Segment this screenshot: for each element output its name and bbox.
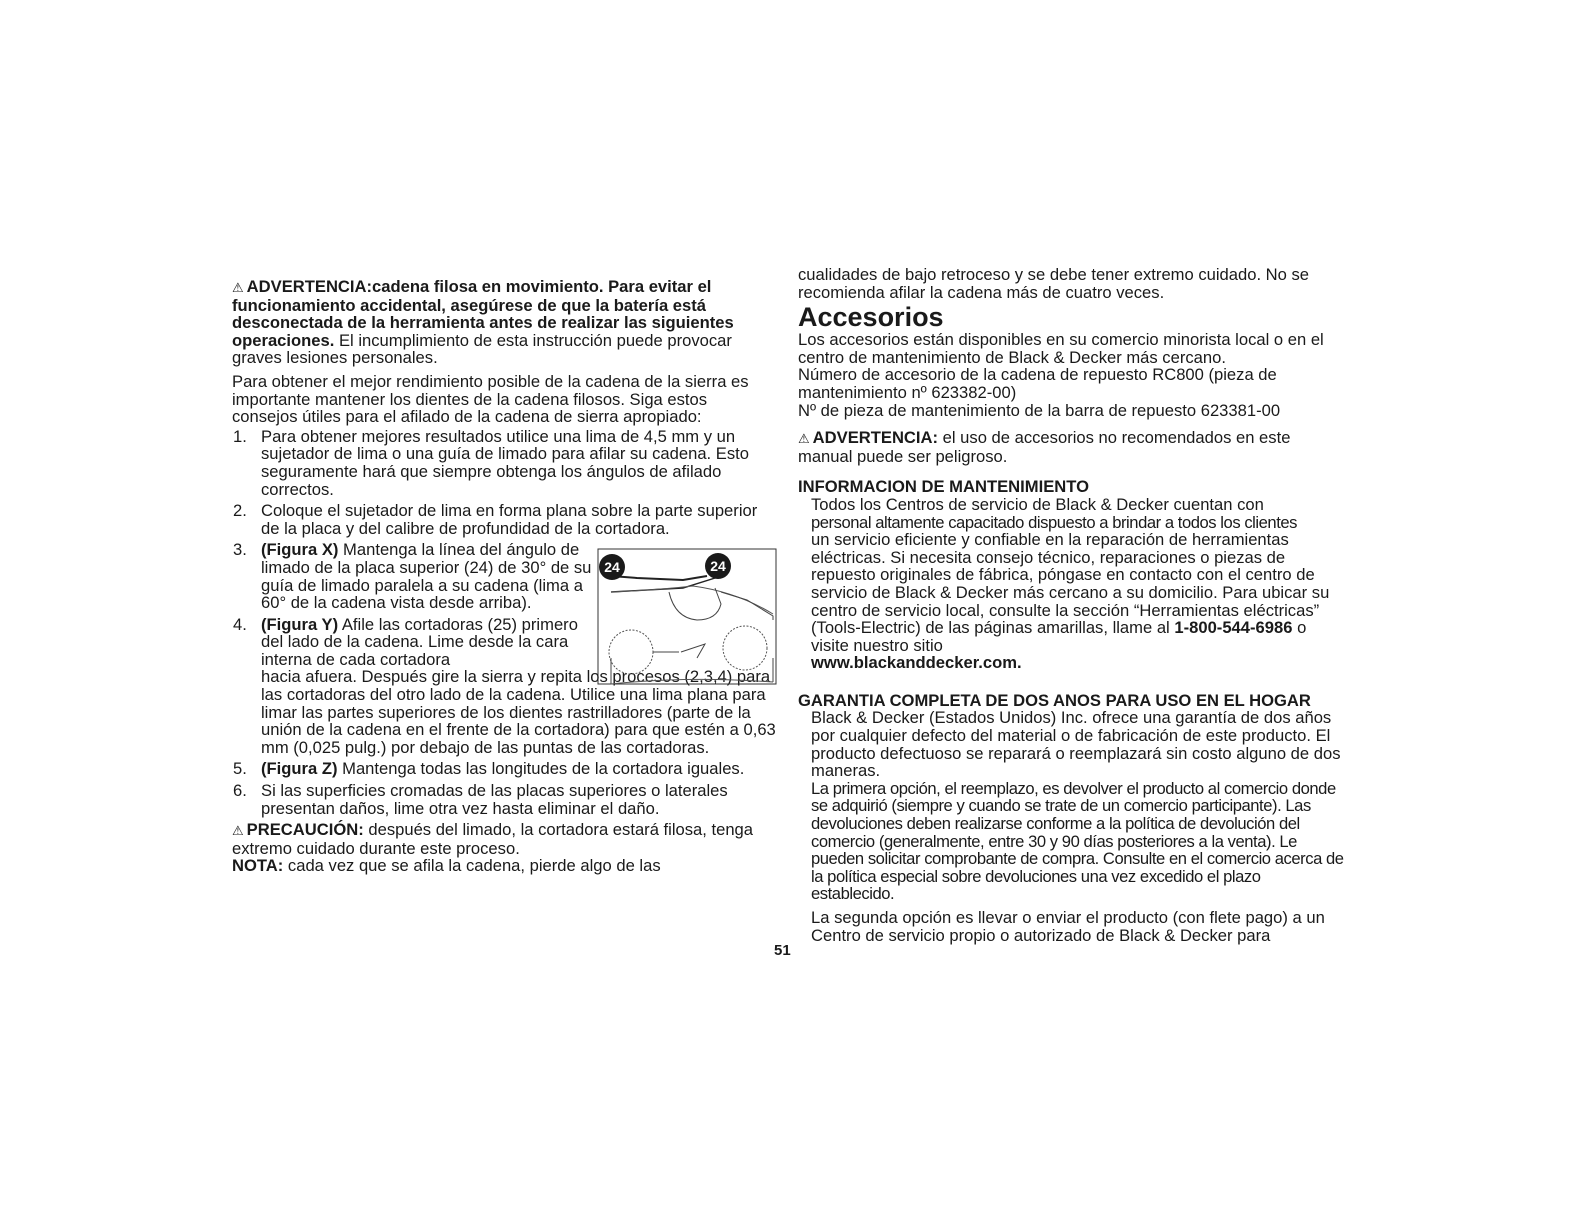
sharpening-intro: Para obtener el mejor rendimiento posible de la cadena de la sierra es importante mantener los dientes de la cadena filosos. Siga estos consejos útiles para el afilado de la cadena de sierra apropiado: bbox=[232, 371, 749, 427]
chain-warning bbox=[232, 278, 777, 367]
step-number: 4. bbox=[233, 614, 247, 634]
step-text-continued: hacia afuera. Después gire la sierra y repita los procesos (2,3,4) para las cortadoras del otro lado de la cadena. Utilice una lima plana para limar las partes superiores de los dientes rastrilladores (parte de la unión de la cadena en el frente de la cortadora) para que estén a 0,63 mm (0,025 pulg.) por debajo de las puntas de las cortadoras. bbox=[261, 667, 776, 757]
page-number: 51 bbox=[774, 942, 791, 959]
step-5 bbox=[232, 760, 777, 778]
nota-text: cada vez que se afila la cadena, pierde algo de las bbox=[283, 856, 661, 876]
continuation-text: cualidades de bajo retroceso y se debe tener extremo cuidado. No se recomienda afilar la cadena más de cuatro veces. bbox=[798, 265, 1310, 302]
accessories-warning-text: el uso de accesorios no recomendados en este manual puede ser peligroso. bbox=[798, 428, 1291, 466]
caution-note bbox=[232, 821, 777, 857]
step-number: 6. bbox=[233, 781, 247, 801]
step-number: 3. bbox=[233, 540, 247, 560]
warranty-heading: GARANTIA COMPLETA DE DOS ANOS PARA USO EN EL HOGAR bbox=[798, 690, 1311, 710]
nota-bold: NOTA: bbox=[232, 856, 284, 876]
chain-warning-bold: ADVERTENCIA:cadena filosa en movimiento. Para evitar el funcionamiento accidental, asegúrese de que la batería está desconectada de la herramienta antes de realizar las siguientes operaciones. bbox=[232, 277, 734, 350]
step-2 bbox=[232, 502, 777, 537]
warranty-body bbox=[798, 709, 1346, 944]
warning-triangle-icon: ⚠ bbox=[232, 823, 244, 839]
step-1 bbox=[232, 428, 777, 498]
warranty-paragraph-2: La primera opción, el reemplazo, es devolver el producto al comercio donde se adquirió (siempre y cuando se trate de un comercio participante). Las devoluciones deben realizarse conforme a la política de devolución del comercio (generalmente, entre 30 y 90 días posteriores a la venta). Le pueden solicitar comprobante de compra. Consulte en el comercio acerca de la política especial sobre devoluciones una vez excedido el plazo establecido. bbox=[811, 778, 1344, 904]
warranty-paragraph-1: Black & Decker (Estados Unidos) Inc. ofrece una garantía de dos años por cualquier defecto del material o de fabricación de este producto. El producto defectuoso se reparará o reemplazará sin costo alguno de dos maneras. bbox=[811, 708, 1341, 781]
figure-ref: (Figura Z) bbox=[261, 759, 338, 779]
accessories-text: Los accesorios están disponibles en su comercio minorista local o en el centro de mantenimiento de Black & Decker más cercano. bbox=[798, 330, 1324, 367]
callout-badge-24-right: 24 bbox=[705, 553, 731, 579]
warning-triangle-icon: ⚠ bbox=[798, 431, 810, 447]
maintenance-heading: INFORMACION DE MANTENIMIENTO bbox=[798, 477, 1089, 497]
step-text: Si las superficies cromadas de las placas superiores o laterales presentan daños, lime otra vez hasta eliminar el daño. bbox=[261, 781, 728, 818]
right-column bbox=[798, 266, 1346, 944]
step-4-narrow bbox=[261, 616, 601, 669]
figure-ref: (Figura Y) bbox=[261, 614, 339, 634]
visit-text: o visite nuestro sitio bbox=[811, 618, 1307, 655]
step-text: Mantenga la línea del ángulo de limado de la placa superior (24) de 30° de su guía de limado paralela a su cadena (lima a 60° de la cadena vista desde arriba). bbox=[261, 540, 592, 613]
warning-triangle-icon: ⚠ bbox=[232, 280, 244, 295]
maintenance-body bbox=[798, 496, 1346, 672]
maintenance-text-main: un servicio eficiente y confiable en la reparación de herramientas eléctricas. Si necesita consejo técnico, reparaciones o piezas de repuesto originales de fábrica, póngase en contacto con el centro de servicio de Black & Decker más cercano a su domicilio. Para ubicar su centro de servicio local, consulte la sección “Herramientas eléctricas” (Tools-Electric) de las páginas amarillas, llame al bbox=[811, 530, 1330, 638]
warranty-paragraph-3: La segunda opción es llevar o enviar el producto (con flete pago) a un Centro de servicio propio o autorizado de Black & Decker para bbox=[811, 908, 1325, 945]
callout-badge-24-left: 24 bbox=[599, 554, 625, 580]
accessories-warning-bold: ADVERTENCIA: bbox=[812, 428, 939, 448]
bar-number: Nº de pieza de mantenimiento de la barra de repuesto 623381-00 bbox=[798, 400, 1281, 420]
maintenance-line-2: personal altamente capacitado dispuesto a brindar a todos los clientes bbox=[811, 512, 1297, 532]
caution-text: después del limado, la cortadora estará filosa, tenga extremo cuidado durante este proceso. bbox=[232, 820, 754, 858]
maintenance-text bbox=[811, 531, 1346, 654]
accessories-heading: Accesorios bbox=[798, 302, 944, 333]
step-text: Afile las cortadoras (25) primero del lado de la cadena. Lime desde la cara interna de cada cortadora bbox=[261, 614, 578, 669]
accessory-number: Número de accesorio de la cadena de repuesto RC800 (pieza de mantenimiento nº 623382-00) bbox=[798, 365, 1277, 402]
step-3-body bbox=[261, 541, 601, 611]
caution-bold: PRECAUCIÓN: bbox=[246, 820, 364, 840]
step-number: 5. bbox=[233, 759, 247, 779]
step-text: Para obtener mejores resultados utilice una lima de 4,5 mm y un sujetador de lima o una guía de limado para afilar su cadena. Esto seguramente hará que siempre obtenga los ángulos de afilado correctos. bbox=[261, 426, 749, 499]
accessories-warning bbox=[798, 429, 1346, 465]
phone-number: 1-800-544-6986 bbox=[1174, 618, 1293, 638]
website-link[interactable]: www.blackanddecker.com. bbox=[811, 653, 1022, 673]
chain-cutter-figure bbox=[597, 548, 777, 685]
step-6 bbox=[232, 782, 777, 817]
step-number: 2. bbox=[233, 501, 247, 521]
step-text: Mantenga todas las longitudes de la cortadora iguales. bbox=[337, 759, 745, 779]
maintenance-line-1: Todos los Centros de servicio de Black & Decker cuentan con bbox=[811, 494, 1264, 514]
chain-warning-text: El incumplimiento de esta instrucción puede provocar graves lesiones personales. bbox=[232, 330, 732, 368]
figure-ref: (Figura X) bbox=[261, 540, 339, 560]
step-text: Coloque el sujetador de lima en forma plana sobre la parte superior de la placa y del calibre de profundidad de la cortadora. bbox=[261, 501, 758, 538]
nota bbox=[232, 857, 777, 875]
step-number: 1. bbox=[233, 426, 247, 446]
